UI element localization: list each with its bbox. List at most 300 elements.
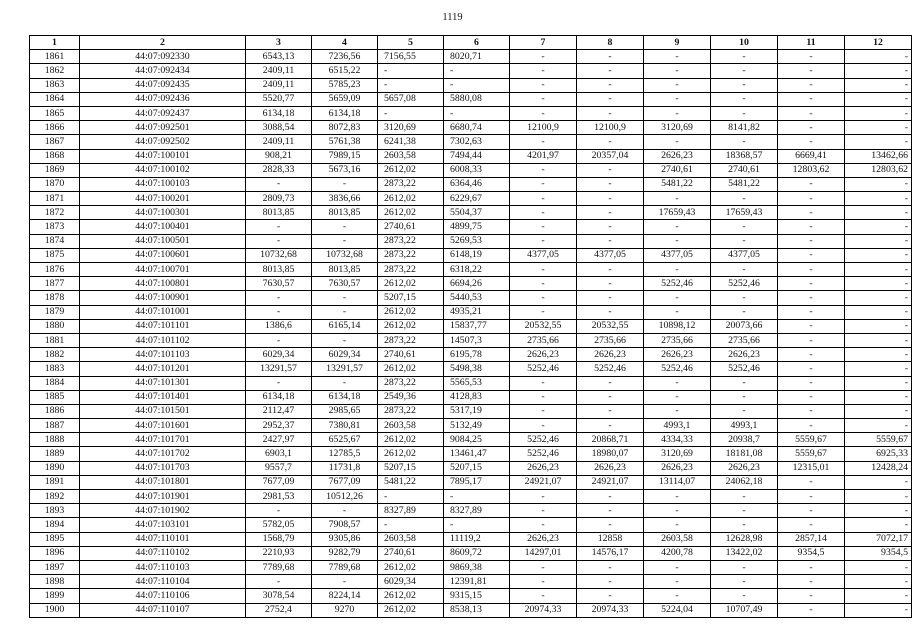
table-cell: - <box>510 560 577 574</box>
table-cell: 1890 <box>30 461 80 475</box>
table-cell: - <box>510 490 577 504</box>
table-cell: - <box>577 575 644 589</box>
table-cell: 4128,83 <box>444 390 510 404</box>
table-cell: 5481,22 <box>644 177 711 191</box>
table-cell: 2740,61 <box>378 546 444 560</box>
table-cell: 8327,89 <box>378 504 444 518</box>
table-cell: - <box>444 106 510 120</box>
table-cell: - <box>577 518 644 532</box>
table-row <box>30 277 912 291</box>
table-cell: 1863 <box>30 78 80 92</box>
table-cell: - <box>778 177 845 191</box>
table-cell: 6515,22 <box>312 64 378 78</box>
table-cell: - <box>845 78 912 92</box>
table-cell: - <box>711 92 778 106</box>
table-cell: 44:07:100101 <box>80 149 246 163</box>
table-cell: - <box>510 50 577 64</box>
table-cell: - <box>510 64 577 78</box>
table-cell: 3836,66 <box>312 192 378 206</box>
table-cell: 4377,05 <box>510 248 577 262</box>
table-cell: - <box>577 234 644 248</box>
table-cell: - <box>312 333 378 347</box>
table-cell: 7789,68 <box>246 560 312 574</box>
table-cell: 2603,58 <box>378 532 444 546</box>
table-cell: 44:07:110104 <box>80 575 246 589</box>
table-cell: 7677,09 <box>246 475 312 489</box>
table-row <box>30 419 912 433</box>
table-cell: 12428,24 <box>845 461 912 475</box>
table-cell: - <box>845 291 912 305</box>
table-cell: 7156,55 <box>378 50 444 64</box>
table-cell: 2626,23 <box>644 348 711 362</box>
table-cell: 44:07:101001 <box>80 305 246 319</box>
table-cell: 12100,9 <box>510 121 577 135</box>
table-cell: - <box>778 333 845 347</box>
table-row <box>30 461 912 475</box>
table-row <box>30 475 912 489</box>
table-cell: - <box>711 560 778 574</box>
table-row <box>30 121 912 135</box>
table-cell: 1886 <box>30 404 80 418</box>
table-row <box>30 589 912 603</box>
table-cell: 6029,34 <box>378 575 444 589</box>
table-cell: - <box>644 376 711 390</box>
table-cell: 44:07:103101 <box>80 518 246 532</box>
table-row <box>30 291 912 305</box>
table-cell: - <box>845 504 912 518</box>
table-cell: - <box>378 518 444 532</box>
table-cell: - <box>778 518 845 532</box>
table-cell: - <box>246 305 312 319</box>
table-cell: 2857,14 <box>778 532 845 546</box>
table-cell: - <box>510 163 577 177</box>
table-cell: - <box>845 248 912 262</box>
table-row <box>30 263 912 277</box>
column-header-3: 3 <box>246 36 312 50</box>
table-cell: - <box>510 419 577 433</box>
table-cell: 13291,57 <box>246 362 312 376</box>
table-cell: - <box>778 234 845 248</box>
table-row <box>30 348 912 362</box>
table-cell: 6680,74 <box>444 121 510 135</box>
table-cell: 5659,09 <box>312 92 378 106</box>
table-cell: - <box>246 333 312 347</box>
table-cell: 7789,68 <box>312 560 378 574</box>
table-cell: 6148,19 <box>444 248 510 262</box>
table-cell: 2740,61 <box>378 220 444 234</box>
table-cell: - <box>845 92 912 106</box>
table-cell: 5559,67 <box>778 433 845 447</box>
table-cell: 6029,34 <box>312 348 378 362</box>
table-cell: - <box>778 575 845 589</box>
table-cell: 44:07:092435 <box>80 78 246 92</box>
table-cell: 5252,46 <box>577 362 644 376</box>
table-cell: 1897 <box>30 560 80 574</box>
table-cell: 3120,69 <box>644 447 711 461</box>
table-cell: - <box>711 490 778 504</box>
table-cell: 2612,02 <box>378 447 444 461</box>
table-cell: - <box>577 490 644 504</box>
table-cell: 44:07:092437 <box>80 106 246 120</box>
table-cell: 2603,58 <box>644 532 711 546</box>
table-cell: 2626,23 <box>510 348 577 362</box>
table-cell: 7380,81 <box>312 419 378 433</box>
table-cell: 1861 <box>30 50 80 64</box>
table-cell: 7630,57 <box>246 277 312 291</box>
table-cell: 18368,57 <box>711 149 778 163</box>
table-cell: 8538,13 <box>444 603 510 617</box>
table-cell: 44:07:101801 <box>80 475 246 489</box>
table-cell: - <box>378 64 444 78</box>
table-cell: 20974,33 <box>510 603 577 617</box>
table-cell: 20938,7 <box>711 433 778 447</box>
table-cell: 3120,69 <box>644 121 711 135</box>
table-cell: - <box>778 589 845 603</box>
table-cell: 2735,66 <box>711 333 778 347</box>
table-cell: - <box>778 192 845 206</box>
table-cell: 44:07:110102 <box>80 546 246 560</box>
table-cell: - <box>778 121 845 135</box>
table-cell: 6669,41 <box>778 149 845 163</box>
table-cell: 44:07:100601 <box>80 248 246 262</box>
table-cell: 2626,23 <box>510 461 577 475</box>
data-table <box>29 35 912 618</box>
table-cell: 5252,46 <box>644 362 711 376</box>
table-cell: 2626,23 <box>577 461 644 475</box>
table-cell: - <box>577 560 644 574</box>
table-cell: 10512,26 <box>312 490 378 504</box>
table-cell: 12315,01 <box>778 461 845 475</box>
table-cell: - <box>312 575 378 589</box>
table-cell: - <box>711 263 778 277</box>
table-cell: 2626,23 <box>510 532 577 546</box>
table-row <box>30 177 912 191</box>
table-cell: 1900 <box>30 603 80 617</box>
table-cell: - <box>644 589 711 603</box>
table-cell: 24921,07 <box>510 475 577 489</box>
table-cell: 5317,19 <box>444 404 510 418</box>
table-cell: 44:07:110106 <box>80 589 246 603</box>
table-cell: - <box>644 390 711 404</box>
table-cell: - <box>711 305 778 319</box>
table-cell: - <box>312 177 378 191</box>
table-cell: - <box>644 291 711 305</box>
table-cell: 44:07:100102 <box>80 163 246 177</box>
table-cell: 10732,68 <box>246 248 312 262</box>
table-cell: 1873 <box>30 220 80 234</box>
table-cell: 12803,62 <box>845 163 912 177</box>
table-cell: 44:07:101601 <box>80 419 246 433</box>
table-cell: 2873,22 <box>378 333 444 347</box>
table-cell: 9282,79 <box>312 546 378 560</box>
table-cell: 1880 <box>30 319 80 333</box>
table-cell: - <box>312 305 378 319</box>
table-cell: - <box>510 106 577 120</box>
table-cell: 1882 <box>30 348 80 362</box>
table-cell: 4377,05 <box>644 248 711 262</box>
table-cell: 2210,93 <box>246 546 312 560</box>
table-row <box>30 163 912 177</box>
table-cell: 1866 <box>30 121 80 135</box>
table-cell: - <box>510 177 577 191</box>
table-cell: - <box>644 234 711 248</box>
table-cell: 9557,7 <box>246 461 312 475</box>
table-cell: - <box>845 277 912 291</box>
table-cell: - <box>845 305 912 319</box>
column-header-1: 1 <box>30 36 80 50</box>
table-cell: 2873,22 <box>378 234 444 248</box>
table-cell: 6134,18 <box>246 106 312 120</box>
table-row <box>30 50 912 64</box>
table-cell: 2626,23 <box>711 461 778 475</box>
table-row <box>30 319 912 333</box>
table-cell: - <box>845 220 912 234</box>
table-cell: 2549,36 <box>378 390 444 404</box>
table-cell: - <box>644 305 711 319</box>
table-cell: - <box>778 277 845 291</box>
table-cell: - <box>577 277 644 291</box>
table-cell: 7895,17 <box>444 475 510 489</box>
table-cell: - <box>510 192 577 206</box>
table-cell: 6318,22 <box>444 263 510 277</box>
table-cell: - <box>711 390 778 404</box>
table-cell: - <box>246 234 312 248</box>
table-cell: 1568,79 <box>246 532 312 546</box>
table-cell: 2409,11 <box>246 135 312 149</box>
table-cell: - <box>444 64 510 78</box>
table-cell: 44:07:101901 <box>80 490 246 504</box>
table-cell: 44:07:100301 <box>80 206 246 220</box>
table-cell: - <box>577 206 644 220</box>
table-cell: - <box>711 376 778 390</box>
table-row <box>30 490 912 504</box>
table-cell: 2626,23 <box>644 149 711 163</box>
table-cell: - <box>778 404 845 418</box>
table-cell: - <box>577 376 644 390</box>
table-cell: - <box>577 589 644 603</box>
table-cell: - <box>778 603 845 617</box>
table-cell: 9354,5 <box>845 546 912 560</box>
table-cell: - <box>845 404 912 418</box>
table-cell: 6134,18 <box>312 390 378 404</box>
table-cell: 44:07:101101 <box>80 319 246 333</box>
table-cell: 1877 <box>30 277 80 291</box>
table-cell: - <box>845 177 912 191</box>
table-cell: 1893 <box>30 504 80 518</box>
table-cell: - <box>510 135 577 149</box>
table-row <box>30 560 912 574</box>
table-cell: - <box>246 504 312 518</box>
table-cell: - <box>778 560 845 574</box>
table-cell: - <box>711 192 778 206</box>
table-cell: 4993,1 <box>644 419 711 433</box>
table-row <box>30 447 912 461</box>
table-cell: 5207,15 <box>378 461 444 475</box>
table-cell: - <box>644 575 711 589</box>
table-cell: - <box>845 419 912 433</box>
table-cell: 10732,68 <box>312 248 378 262</box>
table-cell: - <box>246 376 312 390</box>
table-cell: - <box>378 106 444 120</box>
table-cell: - <box>510 390 577 404</box>
table-cell: 4899,75 <box>444 220 510 234</box>
table-cell: - <box>845 560 912 574</box>
table-cell: 9270 <box>312 603 378 617</box>
table-cell: - <box>711 78 778 92</box>
table-cell: 13462,66 <box>845 149 912 163</box>
table-cell: 44:07:110107 <box>80 603 246 617</box>
table-cell: 5252,46 <box>711 362 778 376</box>
table-cell: 7677,09 <box>312 475 378 489</box>
table-cell: 6195,78 <box>444 348 510 362</box>
table-cell: 5782,05 <box>246 518 312 532</box>
table-cell: 10707,49 <box>711 603 778 617</box>
table-cell: 6694,26 <box>444 277 510 291</box>
table-cell: 12391,81 <box>444 575 510 589</box>
table-cell: - <box>845 106 912 120</box>
table-row <box>30 248 912 262</box>
table-cell: - <box>778 348 845 362</box>
table-cell: 7989,15 <box>312 149 378 163</box>
table-cell: 1899 <box>30 589 80 603</box>
table-cell: - <box>644 50 711 64</box>
table-cell: 1868 <box>30 149 80 163</box>
table-cell: 1876 <box>30 263 80 277</box>
table-cell: - <box>845 192 912 206</box>
table-cell: 2612,02 <box>378 589 444 603</box>
table-cell: 2612,02 <box>378 305 444 319</box>
table-cell: 6925,33 <box>845 447 912 461</box>
table-cell: 8013,85 <box>312 263 378 277</box>
table-cell: - <box>644 560 711 574</box>
table-cell: 2612,02 <box>378 192 444 206</box>
table-cell: - <box>778 220 845 234</box>
table-cell: 1874 <box>30 234 80 248</box>
table-cell: - <box>845 50 912 64</box>
table-cell: 2612,02 <box>378 433 444 447</box>
table-cell: - <box>778 50 845 64</box>
table-cell: 5224,04 <box>644 603 711 617</box>
table-cell: 18980,07 <box>577 447 644 461</box>
table-row <box>30 64 912 78</box>
table-cell: 11119,2 <box>444 532 510 546</box>
table-row <box>30 106 912 120</box>
table-cell: 1872 <box>30 206 80 220</box>
table-cell: 8224,14 <box>312 589 378 603</box>
table-cell: 1867 <box>30 135 80 149</box>
table-cell: 12628,98 <box>711 532 778 546</box>
table-cell: 4334,33 <box>644 433 711 447</box>
table-cell: 17659,43 <box>644 206 711 220</box>
table-cell: 44:07:101103 <box>80 348 246 362</box>
table-cell: - <box>711 234 778 248</box>
table-cell: 5559,67 <box>845 433 912 447</box>
table-cell: 6134,18 <box>246 390 312 404</box>
table-row <box>30 220 912 234</box>
table-cell: 44:07:092436 <box>80 92 246 106</box>
table-cell: - <box>510 92 577 106</box>
table-cell: 44:07:101201 <box>80 362 246 376</box>
table-row <box>30 404 912 418</box>
table-cell: 8609,72 <box>444 546 510 560</box>
table-cell: - <box>577 50 644 64</box>
table-cell: - <box>577 220 644 234</box>
table-cell: 5498,38 <box>444 362 510 376</box>
table-cell: 5269,53 <box>444 234 510 248</box>
table-cell: 13291,57 <box>312 362 378 376</box>
table-cell: 5657,08 <box>378 92 444 106</box>
table-row <box>30 234 912 248</box>
table-cell: - <box>577 177 644 191</box>
table-cell: 2828,33 <box>246 163 312 177</box>
table-cell: 2740,61 <box>378 348 444 362</box>
table-cell: 2740,61 <box>644 163 711 177</box>
table-cell: 44:07:101702 <box>80 447 246 461</box>
table-cell: - <box>778 362 845 376</box>
table-cell: - <box>644 263 711 277</box>
table-cell: 13114,07 <box>644 475 711 489</box>
table-cell: 2612,02 <box>378 603 444 617</box>
table-cell: 8327,89 <box>444 504 510 518</box>
table-cell: - <box>711 50 778 64</box>
table-cell: - <box>577 135 644 149</box>
table-cell: - <box>444 518 510 532</box>
table-cell: - <box>577 419 644 433</box>
table-cell: 1884 <box>30 376 80 390</box>
table-cell: 44:07:101902 <box>80 504 246 518</box>
table-cell: 44:07:101301 <box>80 376 246 390</box>
table-cell: 5132,49 <box>444 419 510 433</box>
table-cell: - <box>312 376 378 390</box>
table-cell: 2409,11 <box>246 64 312 78</box>
table-cell: - <box>711 106 778 120</box>
table-cell: - <box>845 263 912 277</box>
table-cell: 2873,22 <box>378 404 444 418</box>
header-row <box>30 36 912 50</box>
table-cell: - <box>510 589 577 603</box>
table-row <box>30 78 912 92</box>
table-cell: - <box>845 121 912 135</box>
table-cell: 1879 <box>30 305 80 319</box>
table-row <box>30 518 912 532</box>
table-cell: 5252,46 <box>510 433 577 447</box>
table-cell: 2985,65 <box>312 404 378 418</box>
table-cell: 1891 <box>30 475 80 489</box>
table-cell: - <box>510 234 577 248</box>
table-cell: - <box>577 504 644 518</box>
table-cell: 2409,11 <box>246 78 312 92</box>
table-cell: 9869,38 <box>444 560 510 574</box>
table-cell: 5481,22 <box>711 177 778 191</box>
table-cell: 6903,1 <box>246 447 312 461</box>
table-cell: 1883 <box>30 362 80 376</box>
table-cell: 24921,07 <box>577 475 644 489</box>
table-cell: 12785,5 <box>312 447 378 461</box>
table-cell: - <box>246 291 312 305</box>
table-cell: - <box>778 305 845 319</box>
table-cell: 2735,66 <box>577 333 644 347</box>
table-cell: 5520,77 <box>246 92 312 106</box>
table-cell: 5252,46 <box>711 277 778 291</box>
table-cell: - <box>711 575 778 589</box>
table-cell: - <box>778 78 845 92</box>
table-body <box>30 50 912 618</box>
table-cell: - <box>778 504 845 518</box>
table-cell: 7236,56 <box>312 50 378 64</box>
table-cell: 14297,01 <box>510 546 577 560</box>
table-cell: 4377,05 <box>577 248 644 262</box>
column-header-9: 9 <box>644 36 711 50</box>
